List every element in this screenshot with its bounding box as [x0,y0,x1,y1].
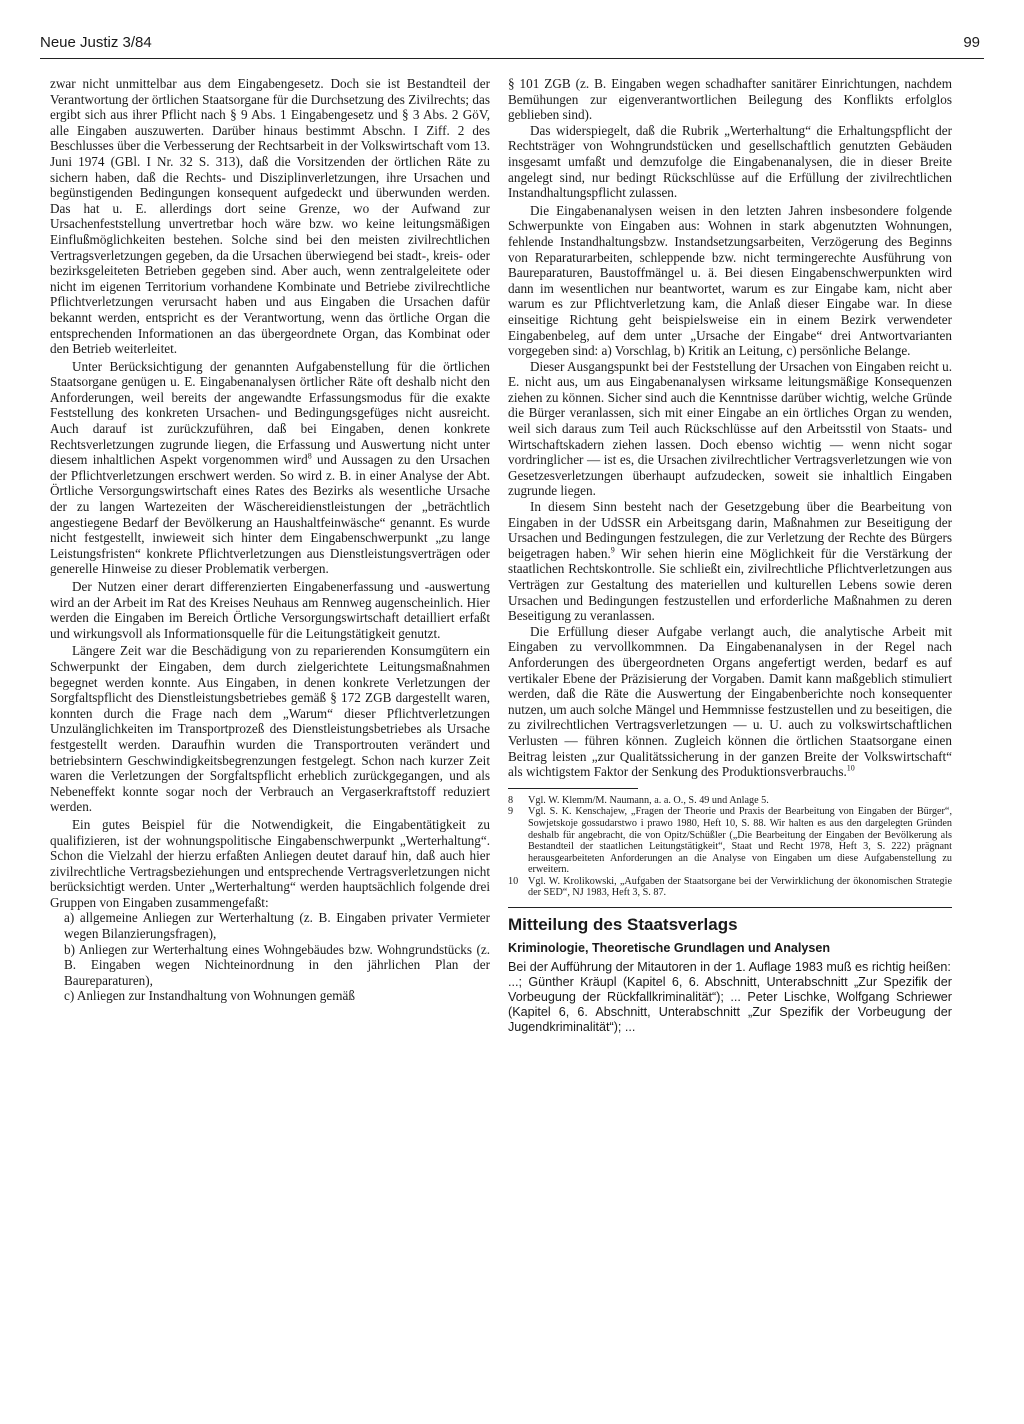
footnote-ref: 9 [610,545,615,555]
text-run: Unter Berücksichtigung der genannten Aufgabenstellung für die örtlichen Staatsorgane genügen u. E. Eingabenanalysen örtlicher Räte oft deshalb nicht den Anforderungen, weil bereits der angewandte Erfassungsmodus für die exakte Feststellung des konkreten Ursachen- und Bedingungsgefüges nicht ausreicht. Auch darauf ist zurückzuführen, daß bei Eingaben, denen konkrete Rechtsverletzungen zugrunde liegen, die Erfassung und Auswertung nicht unter diesem inhaltlichen Aspekt vorgenommen wird [50,358,490,468]
footnote-divider [508,788,638,789]
paragraph: Längere Zeit war die Beschädigung von zu reparierenden Konsumgütern ein Schwerpunkt der Eingaben, dem durch zielgerichtete Leitungsmaßnahmen begegnet werden konnte. Aus Eingaben, in denen konkrete Verletzungen der Sorgfaltspflicht des Dienstleistungsbetriebes gemäß § 172 ZGB dargestellt waren, konnten durch die Frage nach dem „Warum“ dieser Pflichtverletzungen Unzulänglichkeiten im Transportprozeß des Dienstleistungsbetriebes als Ursache festgestellt werden. Daraufhin wurden die Transportrouten verändert und betriebsintern Geschwindigkeitsbegrenzungen festgelegt. Schon nach kurzer Zeit waren die Verletzungen der Sorgfaltspflicht erheblich zurückgegangen, und als Nebeneffekt konnte sogar noch der Verbrauch an Vergaserkraftstoff reduziert werden. [50,643,490,815]
footnote-ref: 10 [846,763,855,773]
paragraph: § 101 ZGB (z. B. Eingaben wegen schadhafter sanitärer Einrichtungen, nachdem Bemühungen zur eigenverantwortlichen Beilegung des Konflikts erfolglos geblieben sind). [508,76,952,123]
footnote [508,795,952,807]
footnote-text: Vgl. W. Klemm/M. Naumann, a. a. O., S. 49 und Anlage 5. [528,794,769,806]
paragraph: Dieser Ausgangspunkt bei der Feststellung der Ursachen von Eingaben reicht u. E. nicht aus, um aus Eingabenanalysen wirksame leitungsmäßige Konsequenzen ziehen zu können. Sicher sind auch die Kenntnisse darüber wichtig, welche Gründe die Bürger veranlassen, sich mit einer Eingabe an ein örtliches Organ zu wenden, weil sich daraus zum Teil auch Rückschlüsse auf den Arbeitsstil von Staats- und Wirtschaftskadern ziehen lassen. Doch ebenso wichtig — wenn nicht sogar vordringlicher — ist es, die Ursachen zivilrechtlicher Vertragsverletzungen wie von Gesetzesverletzungen überhaupt aufzudecken, soweit sie inhaltlich Eingaben zugrunde liegen. [508,358,952,499]
footnote-ref: 8 [307,451,312,461]
paragraph: Ein gutes Beispiel für die Notwendigkeit, die Eingabentätigkeit zu qualifizieren, ist der wohnungspolitische Eingabenschwerpunkt „Werterhaltung“. Schon die Vielzahl der hierzu erfaßten Anliegen deutet darauf hin, daß auch hier zivilrechtliche Vertragsbeziehungen und entsprechende Vertragsverletzungen nicht berücksichtigt werden. Unter „Werterhaltung“ werden hauptsächlich folgende drei Gruppen von Eingaben zusammengefaßt: [50,816,490,910]
list-item: b) Anliegen zur Werterhaltung eines Wohngebäudes bzw. Wohngrundstücks (z. B. Eingaben wegen Nichteinordnung in den jährlichen Plan der Baureparaturen), [64,941,490,988]
footnote [508,876,952,899]
list-item: c) Anliegen zur Instandhaltung von Wohnungen gemäß [64,988,355,1004]
paragraph [508,499,952,624]
section-divider [508,907,952,908]
notice-paragraph: ...; Günther Kräupl (Kapitel 6, 6. Abschnitt, Unterabschnitt „Zur Spezifik der Vorbeugung der Rückfallkriminalität“); ... Peter Lischke, Wolfgang Schriewer (Kapitel 6, 6. Abschnitt, Unterabschnitt „Zur Spezifik der Vorbeugung der Jugendkriminalität“); ... [508,975,952,1035]
list-item: a) allgemeine Anliegen zur Werterhaltung (z. B. Eingaben privater Vermieter wegen Bilanzierungsfragen), [64,910,490,942]
paragraph: Die Eingabenanalysen weisen in den letzten Jahren insbesondere folgende Schwerpunkte von Eingaben aus: Wohnen in stark abgenutzten Wohnungen, fehlende Instandhaltungsbzw. Instandsetzungsarbeiten, Verzögerung des Beginns von Reparaturarbeiten, schleppende bzw. nicht termingerechte Ausführung von Baureparaturen, Baustoffmängel u. ä. Bei diesen Eingabenschwerpunkten wird dann im wesentlichen nur beantwortet, warum es zur Eingabe kam, nicht aber warum es zur Pflichtverletzung kam, die Anlaß dieser Eingabe war. In diese einseitige Richtung geht beispielsweise ein in einem Bezirk verwendeter Eingabenbeleg, auf dem unter „Ursache der Eingabe“ drei Antwortvarianten vorgegeben sind: a) Vorschlag, b) Kritik an Leitung, c) persönliche Belange. [508,202,952,359]
right-column [508,76,952,1035]
left-column [50,76,490,1004]
journal-issue: Neue Justiz 3/84 [40,34,152,51]
page-number: 99 [963,34,980,51]
footnote-number: 8 [508,794,514,806]
publisher-notice [508,914,952,1035]
paragraph: Der Nutzen einer derart differenzierten Eingabenerfassung und -auswertung wird an der Arbeit im Rat des Kreises Neuhaus am Rennweg augenscheinlich. Hier werden die Eingaben im Bereich Örtliche Versorgungswirtschaft detailliert erfaßt und wirkungsvoll als Informationsquelle für die Leitungstätigkeit genutzt. [50,579,490,641]
paragraph [508,624,952,780]
footnote-text: Vgl. S. K. Kenschajew, „Fragen der Theorie und Praxis der Bearbeitung von Eingaben der Bürger“, Sowjetskoje gossudarstwo i prawo 1980, Heft 10, S. 88. Wir halten es aus den dargelegten Gründen deshalb für angebracht, die von Opitz/Schüßler („Die Bearbeitung der Eingaben der Bevölkerung als Bestandteil der staatlichen Leitungstätigkeit“, Staat und Recht 1978, Heft 3, S. 222) prägnant herausgearbeiteten Anforderungen an die Analyse von Eingaben um diese Aufgabenstellung zu erweitern. [528,806,952,876]
running-header [40,34,984,59]
text-run: Die Erfüllung dieser Aufgabe verlangt auch, die analytische Arbeit mit Eingaben zu vervollkommnen. Da Eingabenanalysen in der Regel nach Anforderungen des übergeordneten Organs angefertigt werden, bedarf es auf vertikaler Ebene der Präzisierung der Vorgaben. Damit kann maßgeblich stimuliert werden, daß die Räte die Auswertung der Eingabenberichte noch konsequenter nutzen, um auch solche Mängel und Hemmnisse festzustellen und zu beseitigen, die zu zivilrechtlichen Vertragsverletzungen — u. U. auch zu volkswirtschaftlichen Verlusten — führen können. Zugleich können die örtlichen Staatsorgane einen Beitrag leisten „zur Qualitätssicherung in der ganzen Breite der Volkswirtschaft“ als wichtigstem Faktor der Senkung des Produktionsverbrauchs. [508,623,952,780]
notice-paragraph: Bei der Aufführung der Mitautoren in der 1. Auflage 1983 muß es richtig heißen: [508,960,951,975]
footnote-text: Vgl. W. Krolikowski, „Aufgaben der Staatsorgane bei der Verwirklichung der ökonomischen Strategie der SED“, NJ 1983, Heft 3, S. 87. [528,875,952,899]
text-run: Wir sehen hierin eine Möglichkeit für die Verstärkung der staatlichen Rechtskontrolle. Sie schließt ein, zivilrechtliche Pflichtverletzungen aus Verträgen zur Gestaltung des materiellen und kulturellen Lebens sowie deren Ursachen und Bedingungen festzustellen und erforderliche Maßnahmen zu deren Beseitigung zu veranlassen. [508,545,952,624]
footnote-number: 9 [508,806,514,818]
footnote [508,806,952,876]
text-run: und Aussagen zu den Ursachen der Pflichtverletzungen erschwert werden. So wird z. B. in einer Analyse der Abt. Örtliche Versorgungswirtschaft eines Rates des Bezirks als wesentliche Ursache der zu langen Wartezeiten der Wäschereidienstleistungen der „beträchtlich angestiegene Bedarf der Bevölkerung an Haushaltfeinwäsche“ genannt. Es wurde nicht festgestellt, inwieweit sich hinter dem Eingabenschwerpunkt „zu lange Leistungsfristen“ konkrete Pflichtverletzungen aus Dienstleistungsverträgen oder generelle Hinweise zu dieser Problematik verbergen. [50,452,490,577]
paragraph: zwar nicht unmittelbar aus dem Eingabengesetz. Doch sie ist Bestandteil der Verantwortung der örtlichen Staatsorgane für die Durchsetzung des Zivilrechts; das ergibt sich aus ihrer Pflicht nach § 9 Abs. 1 Eingabengesetz und § 3 Abs. 2 GöV, alle Eingaben auszuwerten. Darüber hinaus bestimmt Abschn. I Ziff. 2 des Beschlusses über die Verbesserung der Rechtsarbeit in der Volkswirtschaft vom 13. Juni 1974 (GBl. I Nr. 32 S. 313), daß die Vorsitzenden der örtlichen Räte zu sichern haben, daß die Rechts- und Disziplinverletzungen, ihre Ursachen und begünstigenden Bedingungen konsequent aufgedeckt und überwunden werden. Das hat u. E. allerdings dort seine Grenze, wo der Aufwand zur Ursachenfeststellung unvertretbar hoch wäre bzw. wo keine leitungsmäßigen Einflußmöglichkeiten bestehen. Solche sind bei den meisten zivilrechtlichen Vertragsverletzungen gegeben, da die Ursachen überwiegend bei stadt-, kreis- oder bezirksgeleiteten Betrieben gegeben sind. Aber auch, wenn zentralgeleitete oder nicht im eigenen Territorium vorhandene Kombinate und Betriebe zivilrechtliche Pflichtverletzungen verursacht haben und aus Eingaben die Ursachen dafür bekannt werden, entspricht es der Verantwortung, wenn das örtliche Organ die entsprechenden Informationen an das übergeordnete Organ, das Kombinat oder den Betrieb weiterleitet. [50,76,490,357]
footnote-number: 10 [508,875,519,887]
notice-subtitle: Kriminologie, Theoretische Grundlagen und Analysen [508,941,831,956]
text-run: In diesem Sinn besteht nach der Gesetzgebung über die Bearbeitung von Eingaben in der UdSSR ein Arbeitsgang darin, Maßnahmen zur Beseitigung der Ursachen und Bedingungen festzulegen, die zur Verletzung der Rechte des Bürgers beigetragen haben. [508,499,952,561]
notice-title: Mitteilung des Staatsverlags [508,915,738,935]
paragraph [50,359,490,577]
paragraph: Das widerspiegelt, daß die Rubrik „Werterhaltung“ die Erhaltungspflicht der Rechtsträger von Wohngrundstücken und gesellschaftlich genutzten Gebäuden insgesamt umfaßt und demzufolge die Eingabenanalysen, die in dieser Breite angelegt sind, nur bedingt Rückschlüsse auf die Erfüllung der zivilrechtlichen Instandhaltungspflicht zulassen. [508,122,952,201]
